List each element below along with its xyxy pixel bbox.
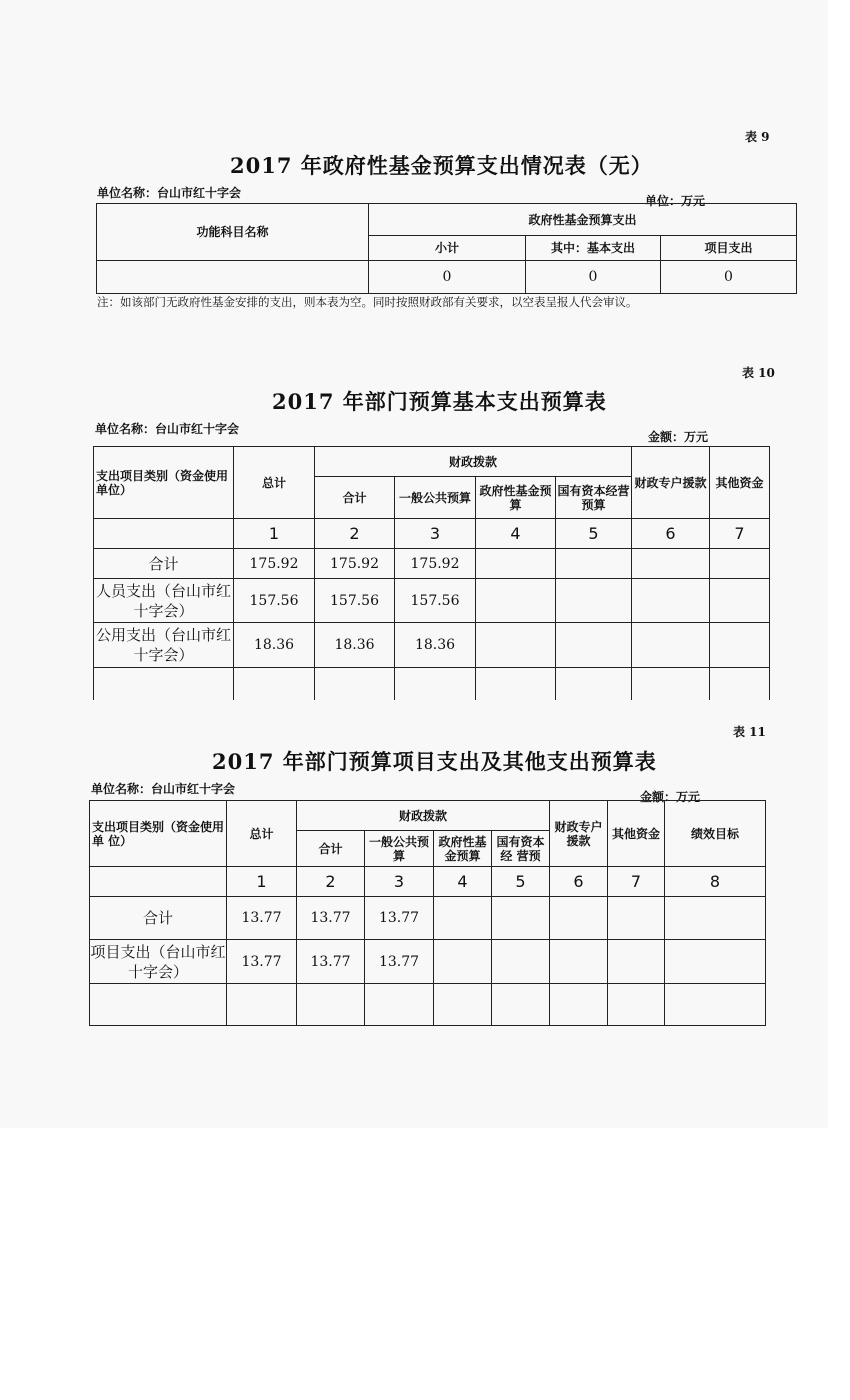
cell-empty: [395, 668, 476, 700]
header-category: 支出项目类别（资金使用单位）: [94, 447, 234, 519]
row-name: 人员支出（台山市红十字会）: [94, 579, 234, 623]
header-total: 总计: [234, 447, 315, 519]
header-performance-goal: 绩效目标: [665, 801, 766, 867]
table-10: [93, 446, 770, 700]
cell-empty: [608, 940, 665, 984]
cell-empty: [476, 668, 556, 700]
cell-empty: [710, 549, 770, 579]
cell-empty: [665, 940, 766, 984]
seq-number: 4: [476, 519, 556, 549]
header-basic: 其中：基本支出: [526, 236, 661, 261]
table-9-note: 注：如该部门无政府性基金安排的支出，则本表为空。同时按照财政部有关要求，以空表呈报人代会审议。: [97, 295, 638, 309]
cell-empty: [556, 579, 632, 623]
cell-project: 0: [661, 261, 797, 294]
cell-total: 18.36: [234, 623, 315, 668]
header-general-budget: 一般公共预算: [395, 477, 476, 519]
row-name: 项目支出（台山市红十字会）: [90, 940, 227, 984]
cell-empty: [632, 579, 710, 623]
row-name: 合计: [90, 897, 227, 940]
cell-basic: 0: [526, 261, 661, 294]
cell-empty: [710, 579, 770, 623]
cell-empty: [227, 984, 297, 1026]
header-other-funds: 其他资金: [608, 801, 665, 867]
header-subtotal: 小计: [369, 236, 526, 261]
header-general-budget: 一般公共预算: [365, 831, 434, 867]
cell-general: 18.36: [395, 623, 476, 668]
table-10-title: 2017 年部门预算基本支出预算表: [272, 389, 607, 414]
cell-empty: [476, 579, 556, 623]
cell-empty: [492, 984, 550, 1026]
cell-subtotal: 18.36: [315, 623, 395, 668]
table-9-number: 表 9: [745, 130, 770, 144]
table-9: [96, 203, 797, 294]
cell-subtotal: 13.77: [297, 940, 365, 984]
seq-number: 2: [297, 867, 365, 897]
table-9-title: 2017 年政府性基金预算支出情况表（无）: [230, 153, 653, 178]
cell-empty: [550, 984, 608, 1026]
header-special-account: 财政专户援款: [632, 447, 710, 519]
table-row: [90, 940, 766, 984]
cell-empty: [434, 940, 492, 984]
header-project: 项目支出: [661, 236, 797, 261]
table-row: [94, 549, 770, 579]
cell-total: 157.56: [234, 579, 315, 623]
seq-number: 6: [550, 867, 608, 897]
cell-empty: [234, 668, 315, 700]
cell-empty: [710, 668, 770, 700]
table-11-unit: 金额：万元: [640, 790, 701, 804]
cell-subtotal: 157.56: [315, 579, 395, 623]
cell-total: 13.77: [227, 940, 297, 984]
seq-number: 1: [234, 519, 315, 549]
cell-empty: [94, 668, 234, 700]
cell-empty: [632, 668, 710, 700]
seq-number: 5: [556, 519, 632, 549]
cell-empty: [492, 940, 550, 984]
cell-empty: [632, 549, 710, 579]
cell-empty: [710, 623, 770, 668]
cell-function-name: [97, 261, 369, 294]
cell-empty: [556, 549, 632, 579]
header-fiscal-allocation: 财政拨款: [297, 801, 550, 831]
cell-empty: [434, 984, 492, 1026]
table-11-unit-name: 单位名称：台山市红十字会: [91, 782, 236, 796]
cell-empty: [550, 897, 608, 940]
header-fund-expenditure: 政府性基金预算支出: [369, 204, 797, 236]
header-other-funds: 其他资金: [710, 447, 770, 519]
row-name: 公用支出（台山市红十字会）: [94, 623, 234, 668]
cell-empty: [608, 897, 665, 940]
cell-empty: [90, 984, 227, 1026]
seq-number: 3: [365, 867, 434, 897]
cell-empty: [297, 984, 365, 1026]
header-total: 总计: [227, 801, 297, 867]
seq-number: 4: [434, 867, 492, 897]
cell-empty: [492, 897, 550, 940]
cell-subtotal: 13.77: [297, 897, 365, 940]
cell-general: 175.92: [395, 549, 476, 579]
cell-empty: [665, 897, 766, 940]
seq-number: 5: [492, 867, 550, 897]
cell-empty: [550, 940, 608, 984]
header-fiscal-allocation: 财政拨款: [315, 447, 632, 477]
seq-number: 3: [395, 519, 476, 549]
table-11: [89, 800, 766, 1026]
cell-empty: [665, 984, 766, 1026]
cell-empty: [556, 623, 632, 668]
seq-blank: [90, 867, 227, 897]
cell-general: 13.77: [365, 897, 434, 940]
table-row: [94, 579, 770, 623]
cell-empty: [434, 897, 492, 940]
table-11-title: 2017 年部门预算项目支出及其他支出预算表: [212, 749, 657, 774]
header-state-capital-budget: 国有资本经营预算: [556, 477, 632, 519]
table-9-unit: 单位：万元: [645, 194, 706, 208]
cell-total: 13.77: [227, 897, 297, 940]
seq-blank: [94, 519, 234, 549]
header-gov-fund-budget: 政府性基金预算: [476, 477, 556, 519]
seq-number: 8: [665, 867, 766, 897]
header-special-account: 财政专户援款: [550, 801, 608, 867]
seq-number: 7: [608, 867, 665, 897]
cell-subtotal: 0: [369, 261, 526, 294]
table-row: [94, 623, 770, 668]
header-function-name: 功能科目名称: [97, 204, 369, 261]
header-subtotal: 合计: [297, 831, 365, 867]
cell-general: 157.56: [395, 579, 476, 623]
table-10-unit: 金额：万元: [648, 430, 709, 444]
seq-number: 2: [315, 519, 395, 549]
cell-subtotal: 175.92: [315, 549, 395, 579]
cell-general: 13.77: [365, 940, 434, 984]
table-row: [94, 668, 770, 700]
cell-empty: [608, 984, 665, 1026]
table-9-unit-name: 单位名称：台山市红十字会: [97, 186, 242, 200]
seq-number: 7: [710, 519, 770, 549]
cell-empty: [556, 668, 632, 700]
cell-empty: [476, 549, 556, 579]
cell-total: 175.92: [234, 549, 315, 579]
table-10-number: 表 10: [742, 366, 775, 380]
table-10-unit-name: 单位名称：台山市红十字会: [95, 422, 240, 436]
row-name: 合计: [94, 549, 234, 579]
cell-empty: [365, 984, 434, 1026]
seq-number: 1: [227, 867, 297, 897]
header-gov-fund-budget: 政府性基金预算: [434, 831, 492, 867]
cell-empty: [315, 668, 395, 700]
cell-empty: [476, 623, 556, 668]
table-row: [90, 984, 766, 1026]
header-state-capital-budget: 国有资本经 营预: [492, 831, 550, 867]
table-11-number: 表 11: [733, 725, 766, 739]
header-subtotal: 合计: [315, 477, 395, 519]
header-category: 支出项目类别（资金使用单 位）: [90, 801, 227, 867]
cell-empty: [632, 623, 710, 668]
seq-number: 6: [632, 519, 710, 549]
table-row: [90, 897, 766, 940]
